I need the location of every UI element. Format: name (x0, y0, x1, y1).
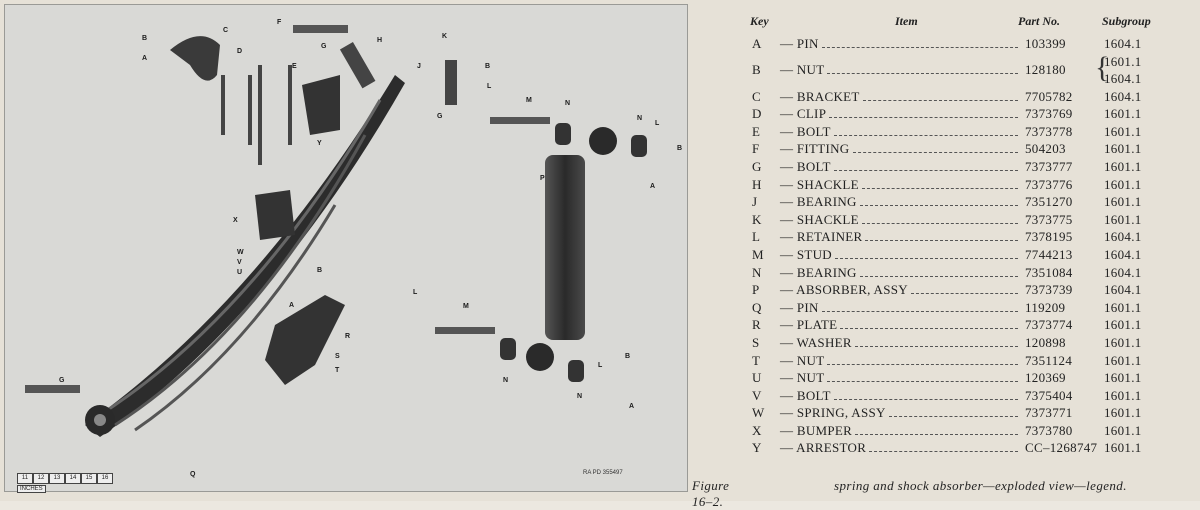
legend-key: Q (752, 299, 762, 315)
legend-subgroup: 1601.1 (1104, 141, 1142, 157)
leader-dots (853, 152, 1018, 153)
leader-dots (862, 188, 1018, 189)
legend-row (740, 405, 1170, 423)
legend-subgroup: 1601.1 (1104, 440, 1142, 456)
legend-row (740, 141, 1170, 159)
callout-label: L (598, 362, 603, 369)
callout-label: B (677, 145, 683, 152)
header-key: Key (750, 14, 769, 28)
scale-tick: 14 (65, 473, 81, 484)
legend-row (740, 124, 1170, 142)
legend-item: — STUD (780, 246, 832, 262)
callout-label: G (59, 377, 65, 384)
spring-eye-hole (94, 414, 106, 426)
legend-subgroup: 1601.1 (1104, 370, 1142, 386)
callout-label: M (526, 97, 532, 104)
parts-legend (740, 14, 1170, 458)
legend-subgroup: 1601.1 (1104, 387, 1142, 403)
legend-item: — SHACKLE (780, 176, 859, 192)
legend-subgroup: 1601.1 (1104, 352, 1142, 368)
legend-subgroup: 1601.1 (1104, 106, 1142, 122)
bracket (170, 36, 220, 81)
legend-part-no: 7744213 (1025, 246, 1073, 262)
legend-part-no: 7378195 (1025, 229, 1073, 245)
callout-label: G (437, 113, 443, 120)
legend-key: U (752, 370, 762, 386)
legend-item: — ABSORBER, ASSY (780, 282, 908, 298)
callout-label: P (540, 175, 545, 182)
leader-dots (829, 117, 1018, 118)
legend-header (740, 14, 1170, 36)
legend-item: — BOLT (780, 158, 831, 174)
legend-row (740, 335, 1170, 353)
legend-item: — ARRESTOR (780, 440, 867, 456)
legend-item: — BEARING (780, 264, 857, 280)
callout-label: H (377, 37, 383, 44)
legend-part-no: 504203 (1025, 141, 1066, 157)
legend-subgroup: 1604.1 (1104, 229, 1142, 245)
callout-label: T (335, 367, 340, 374)
ra-pd-number: RA PD 355497 (583, 470, 623, 476)
u-clips (223, 65, 290, 165)
legend-item: — BOLT (780, 387, 831, 403)
scale-tick: 12 (33, 473, 49, 484)
callout-label: B (317, 267, 323, 274)
legend-key: E (752, 123, 761, 139)
legend-key: R (752, 317, 761, 333)
callout-label: B (625, 353, 631, 360)
legend-item: — CLIP (780, 106, 827, 122)
legend-part-no: 7373776 (1025, 176, 1073, 192)
figure-number: Figure 16–2. (692, 478, 730, 509)
bearing-n (568, 360, 584, 382)
legend-part-no: 7373777 (1025, 158, 1073, 174)
callout-label: N (637, 115, 643, 122)
legend-key: Y (752, 440, 762, 456)
leader-dots (834, 135, 1018, 136)
stud-m-bottom (435, 327, 495, 334)
inch-scale (17, 473, 113, 484)
callout-label: Y (317, 140, 322, 147)
leader-dots (911, 293, 1018, 294)
header-item: Item (895, 14, 918, 28)
legend-subgroup: 1601.1 (1104, 422, 1142, 438)
callout-label: B (485, 63, 491, 70)
legend-part-no: 7373769 (1025, 106, 1073, 122)
legend-subgroup: 1601.1 (1104, 334, 1142, 350)
caption-text: spring and shock absorber—exploded view—legend. (834, 478, 1127, 493)
arrestor-y (302, 75, 340, 135)
brace-glyph: { (1095, 50, 1110, 84)
callout-label: A (289, 302, 295, 309)
legend-key: P (752, 282, 760, 298)
shackle-h (340, 42, 375, 88)
stud-m-top (490, 117, 550, 124)
callout-label: A (142, 55, 148, 62)
leader-dots (860, 276, 1018, 277)
legend-key: C (752, 88, 761, 104)
leader-dots (827, 381, 1018, 382)
legend-item: — FITTING (780, 141, 850, 157)
callout-label: U (237, 269, 243, 276)
callout-label: F (277, 19, 282, 26)
legend-part-no: 7351084 (1025, 264, 1073, 280)
legend-row (740, 423, 1170, 441)
scale-unit: INCHES (17, 485, 46, 493)
legend-part-no: 7375404 (1025, 387, 1073, 403)
legend-subgroup: 1601.1 (1104, 299, 1142, 315)
callout-label: K (442, 33, 448, 40)
callout-label: M (463, 303, 469, 310)
legend-subgroup: 1601.1 (1104, 53, 1142, 69)
scale-tick: 16 (97, 473, 113, 484)
legend-key: K (752, 211, 762, 227)
callout-label: L (413, 289, 418, 296)
scale-tick: 13 (49, 473, 65, 484)
header-subgroup: Subgroup (1102, 14, 1151, 28)
callout-label: J (417, 63, 421, 70)
shock-upper-eye (589, 127, 617, 155)
legend-subgroup: 1601.1 (1104, 158, 1142, 174)
leader-dots (855, 434, 1018, 435)
leader-dots (834, 170, 1018, 171)
legend-row (740, 317, 1170, 335)
legend-item: — BRACKET (780, 88, 860, 104)
callout-label: A (650, 183, 656, 190)
leader-dots (827, 73, 1018, 74)
callout-label: S (335, 353, 340, 360)
leader-dots (834, 399, 1018, 400)
legend-subgroup: 1604.1 (1104, 246, 1142, 262)
bolt-g-top (293, 25, 348, 33)
legend-key: T (752, 352, 761, 368)
legend-item: — PIN (780, 299, 819, 315)
legend-subgroup: 1604.1 (1104, 70, 1142, 86)
legend-part-no: 120898 (1025, 334, 1066, 350)
shackle-k (445, 60, 457, 105)
legend-key: A (752, 36, 762, 51)
legend-item: — SPRING, ASSY (780, 405, 886, 421)
legend-subgroup: 1601.1 (1104, 405, 1142, 421)
legend-subgroup: 1604.1 (1104, 264, 1142, 280)
legend-item: — RETAINER (780, 229, 863, 245)
legend-item: — PIN (780, 36, 819, 51)
legend-row (740, 229, 1170, 247)
exploded-view-drawing (5, 5, 687, 491)
legend-part-no: 7373739 (1025, 282, 1073, 298)
header-part-no: Part No. (1018, 14, 1060, 28)
legend-key: V (752, 387, 762, 403)
legend-row (740, 440, 1170, 458)
legend-subgroup: 1601.1 (1104, 317, 1142, 333)
legend-item: — NUT (780, 370, 825, 386)
leader-dots (855, 346, 1018, 347)
legend-part-no: 120369 (1025, 370, 1066, 386)
legend-key: X (752, 422, 762, 438)
leader-dots (869, 451, 1018, 452)
legend-subgroup: 1601.1 (1104, 176, 1142, 192)
legend-key: F (752, 141, 760, 157)
legend-row (740, 106, 1170, 124)
callout-label: V (237, 259, 242, 266)
legend-row (740, 159, 1170, 177)
legend-part-no: 7373774 (1025, 317, 1073, 333)
legend-subgroup: 1601.1 (1104, 194, 1142, 210)
bumper-x (255, 190, 295, 240)
legend-part-no: 7351124 (1025, 352, 1073, 368)
callout-label: C (223, 27, 229, 34)
legend-item: — BOLT (780, 123, 831, 139)
scale-tick: 15 (81, 473, 97, 484)
plate-r (265, 295, 345, 385)
leader-dots (865, 240, 1018, 241)
callout-label: Q (190, 471, 196, 478)
bearing-n (555, 123, 571, 145)
legend-row (740, 265, 1170, 283)
callout-label: G (321, 43, 327, 50)
legend-part-no: CC–1268747 (1025, 440, 1098, 456)
legend-subgroup: 1604.1 (1104, 88, 1142, 104)
legend-row (740, 353, 1170, 371)
legend-key: H (752, 176, 762, 192)
leader-dots (889, 416, 1018, 417)
callout-label: R (345, 333, 351, 340)
legend-item: — WASHER (780, 334, 852, 350)
leader-dots (822, 311, 1018, 312)
callout-label: L (487, 83, 492, 90)
legend-part-no: 7373780 (1025, 422, 1073, 438)
legend-row (740, 212, 1170, 230)
bolt-g-bottom (25, 385, 80, 393)
callout-label: X (233, 217, 238, 224)
leader-dots (822, 47, 1018, 48)
legend-key: J (752, 194, 758, 210)
exploded-view-photo (4, 4, 688, 492)
legend-key: L (752, 229, 761, 245)
legend-item: — SHACKLE (780, 211, 859, 227)
legend-row (740, 50, 1170, 89)
legend-row (740, 388, 1170, 406)
legend-part-no: 7705782 (1025, 88, 1073, 104)
legend-part-no: 7373778 (1025, 123, 1073, 139)
legend-key: D (752, 106, 762, 122)
legend-row (740, 370, 1170, 388)
legend-item: — NUT (780, 61, 825, 77)
leaf-spring (85, 75, 405, 437)
legend-part-no: 119209 (1025, 299, 1066, 315)
legend-key: W (752, 405, 765, 421)
legend-key: M (752, 246, 764, 262)
legend-item: — BEARING (780, 194, 857, 210)
legend-subgroup: 1604.1 (1104, 282, 1142, 298)
callout-label: N (503, 377, 509, 384)
shock-absorber (545, 155, 585, 340)
legend-item: — BUMPER (780, 422, 853, 438)
leader-dots (860, 205, 1018, 206)
callout-label: E (292, 63, 297, 70)
legend-subgroup: 1601.1 (1104, 123, 1142, 139)
legend-row (740, 177, 1170, 195)
legend-key: G (752, 158, 762, 174)
legend-item: — PLATE (780, 317, 838, 333)
leader-dots (827, 364, 1018, 365)
callout-label: W (237, 249, 244, 256)
callout-label: L (655, 120, 660, 127)
callout-label: N (565, 100, 571, 107)
legend-part-no: 7373771 (1025, 405, 1073, 421)
legend-key: N (752, 264, 762, 280)
legend-part-no: 7373775 (1025, 211, 1073, 227)
callout-label: B (142, 35, 148, 42)
leader-dots (840, 328, 1018, 329)
legend-row (740, 247, 1170, 265)
legend-row (740, 89, 1170, 107)
bearing-n (500, 338, 516, 360)
legend-row (740, 194, 1170, 212)
legend-item: — NUT (780, 352, 825, 368)
callout-label: A (629, 403, 635, 410)
legend-row (740, 300, 1170, 318)
scale-tick: 11 (17, 473, 33, 484)
legend-part-no: 7351270 (1025, 194, 1073, 210)
leader-dots (835, 258, 1018, 259)
shock-lower-eye (526, 343, 554, 371)
callout-label: N (577, 393, 583, 400)
leader-dots (862, 223, 1018, 224)
bearing-n (631, 135, 647, 157)
leader-dots (863, 100, 1018, 101)
legend-part-no: 103399 (1025, 36, 1066, 51)
legend-key: B (752, 61, 761, 77)
callout-label: D (237, 48, 243, 55)
legend-row (740, 282, 1170, 300)
legend-part-no: 128180 (1025, 61, 1066, 77)
legend-key: S (752, 334, 760, 350)
legend-rows (740, 36, 1170, 458)
legend-subgroup: 1601.1 (1104, 211, 1142, 227)
legend-subgroup: 1604.1 (1104, 36, 1142, 51)
